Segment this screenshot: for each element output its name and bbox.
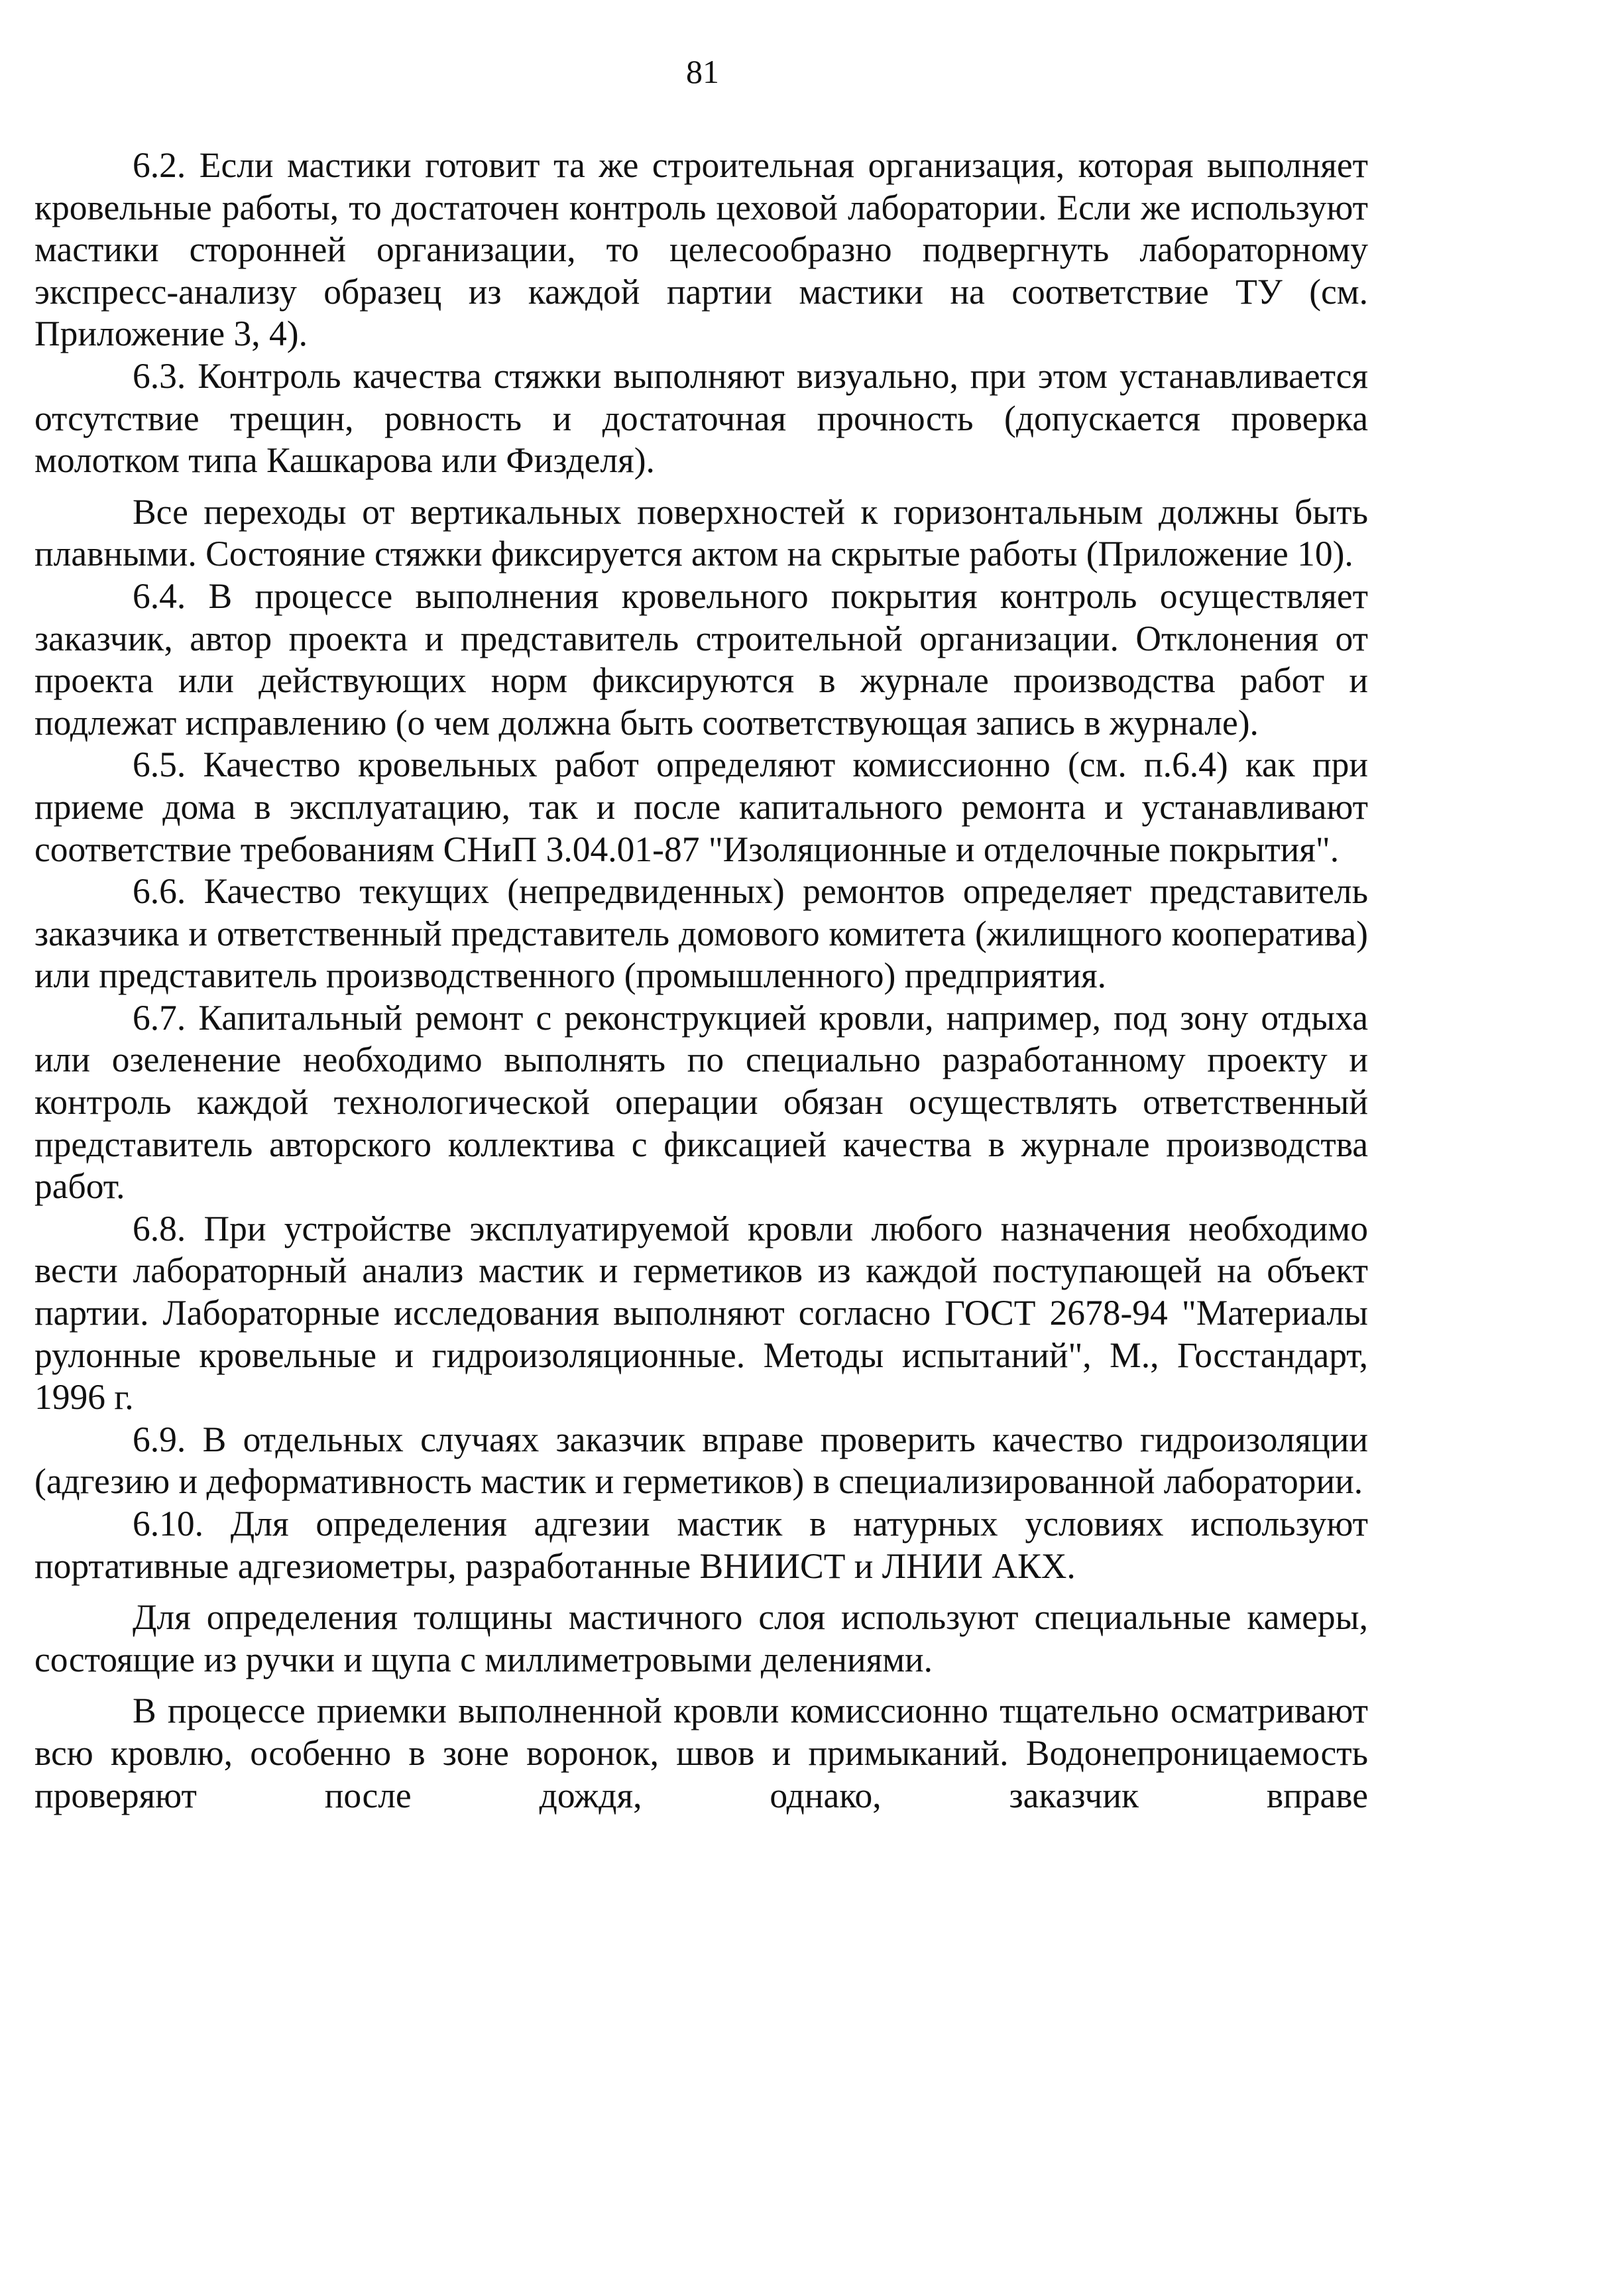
paragraph-acceptance: В процессе приемки выполненной кровли комиссионно тщательно осматривают всю кровлю, особенно в зоне воронок, швов и примыканий. Водонепроницаемость проверяют после дождя, однако, заказчик вправе bbox=[34, 1691, 1368, 1815]
paragraph-6-2: 6.2. Если мастики готовит та же строительная организация, которая выполняет кровельные работы, то достаточен контроль цеховой лаборатории. Если же используют мастики сторонней организации, то целесообразно подвергнуть лабораторному экспресс-анализу образец из каждой партии мастики на соответствие ТУ (см. Приложение 3, 4). bbox=[34, 145, 1368, 354]
paragraph-6-6: 6.6. Качество текущих (непредвиденных) ремонтов определяет представитель заказчика и ответственный представитель домового комитета (жилищного кооператива) или представитель производственного (промышленного) предприятия. bbox=[34, 871, 1368, 996]
paragraph-transitions: Все переходы от вертикальных поверхностей к горизонтальным должны быть плавными. Состояние стяжки фиксируется актом на скрытые работы (Приложение 10). bbox=[34, 491, 1368, 574]
paragraph-6-9: 6.9. В отдельных случаях заказчик вправе проверить качество гидроизоляции (адгезию и деформативность мастик и герметиков) в специализированной лаборатории. bbox=[34, 1419, 1368, 1502]
paragraph-6-3: 6.3. Контроль качества стяжки выполняют визуально, при этом устанавливается отсутствие трещин, ровность и достаточная прочность (допускается проверка молотком типа Кашкарова или Физделя). bbox=[34, 355, 1368, 481]
document-body bbox=[34, 145, 1368, 1817]
page-number: 81 bbox=[686, 53, 719, 90]
paragraph-6-7: 6.7. Капитальный ремонт с реконструкцией кровли, например, под зону отдыха или озеленение необходимо выполнять по специально разработанному проекту и контроль каждой технологической операции обязан осуществлять ответственный представитель авторского коллектива с фиксацией качества в журнале производства работ. bbox=[34, 997, 1368, 1207]
paragraph-6-10: 6.10. Для определения адгезии мастик в натурных условиях используют портативные адгезиометры, разработанные ВНИИСТ и ЛНИИ АКХ. bbox=[34, 1504, 1368, 1586]
paragraph-6-5: 6.5. Качество кровельных работ определяют комиссионно (см. п.6.4) как при приеме дома в эксплуатацию, так и после капитального ремонта и устанавливают соответствие требованиям СНиП 3.04.01-87 "Изоляционные и отделочные покрытия". bbox=[34, 745, 1368, 869]
paragraph-thickness: Для определения толщины мастичного слоя используют специальные камеры, состоящие из ручки и щупа с миллиметровыми делениями. bbox=[34, 1597, 1368, 1679]
paragraph-6-4: 6.4. В процессе выполнения кровельного покрытия контроль осуществляет заказчик, автор проекта и представитель строительной организации. Отклонения от проекта или действующих норм фиксируются в журнале производства работ и подлежат исправлению (о чем должна быть соответствующая запись в журнале). bbox=[34, 575, 1368, 743]
paragraph-6-8: 6.8. При устройстве эксплуатируемой кровли любого назначения необходимо вести лабораторный анализ мастик и герметиков из каждой поступающей на объект партии. Лабораторные исследования выполняют согласно ГОСТ 2678-94 "Материалы рулонные кровельные и гидроизоляционные. Методы испытаний", М., Госстандарт, 1996 г. bbox=[34, 1208, 1368, 1418]
